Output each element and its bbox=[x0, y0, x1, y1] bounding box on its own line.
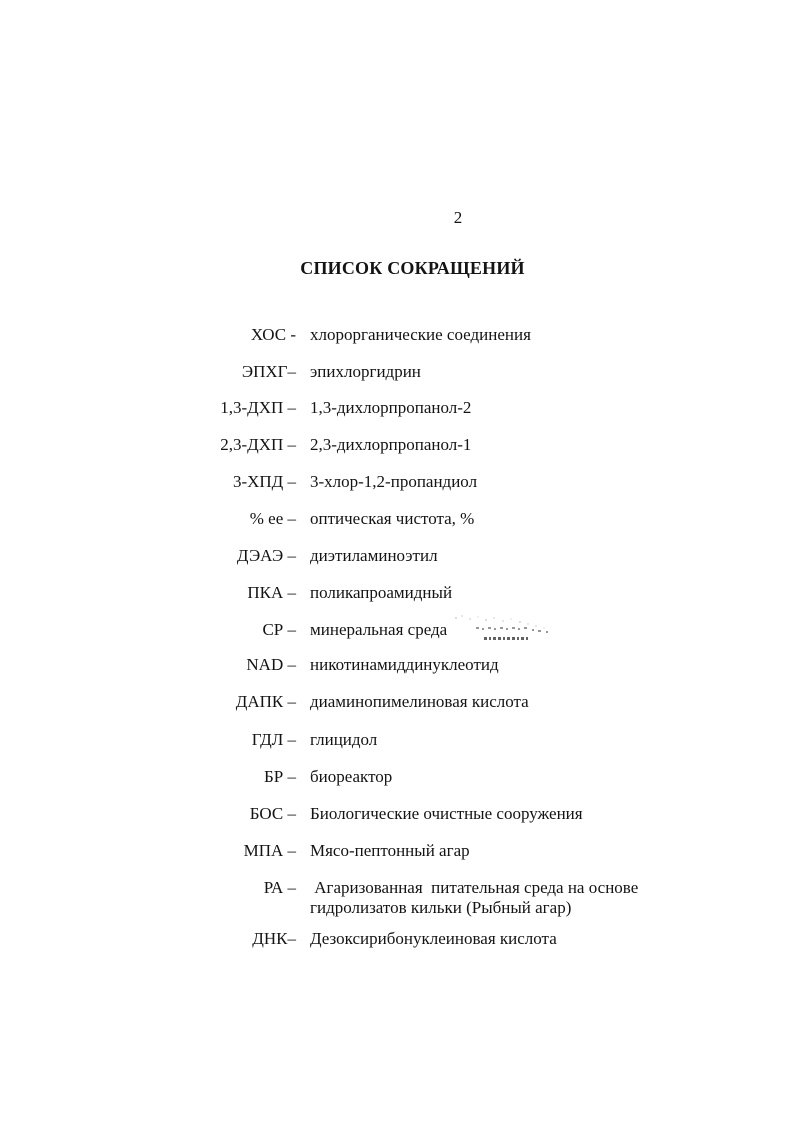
abbreviation-definition: 1,3-дихлорпропанол-2 bbox=[310, 398, 472, 417]
abbreviation-definition-line: Агаризованная питательная среда на основе bbox=[310, 878, 639, 897]
abbreviation-term: 3-ХПД – bbox=[232, 472, 296, 491]
abbreviation-term: СР – bbox=[262, 620, 296, 639]
library-stamp-smudge bbox=[448, 612, 558, 646]
abbreviation-definition: минеральная среда bbox=[310, 620, 448, 639]
abbreviation-term: 2,3-ДХП – bbox=[220, 435, 296, 454]
abbreviation-term: МПА – bbox=[243, 841, 296, 860]
abbreviation-definition: диаминопимелиновая кислота bbox=[310, 692, 529, 711]
abbreviation-term: NAD – bbox=[246, 655, 296, 674]
abbreviation-term: ДАПК – bbox=[235, 692, 296, 711]
abbreviation-definition: диэтиламиноэтил bbox=[310, 546, 438, 565]
abbreviation-term: ГДЛ – bbox=[251, 730, 296, 749]
abbreviation-term: БОС – bbox=[249, 804, 296, 823]
abbreviation-definition: Биологические очистные сооружения bbox=[310, 804, 583, 823]
abbreviation-definition: оптическая чистота, % bbox=[310, 509, 475, 528]
abbreviation-definition: поликапроамидный bbox=[310, 583, 453, 602]
abbreviation-definition-line: гидролизатов кильки (Рыбный агар) bbox=[310, 898, 572, 917]
page-title: СПИСОК СОКРАЩЕНИЙ bbox=[300, 258, 525, 278]
abbreviation-term: РА – bbox=[263, 878, 296, 897]
abbreviation-term: ЭПХГ– bbox=[241, 362, 296, 381]
abbreviation-definition: глицидол bbox=[310, 730, 378, 749]
abbreviation-term: % ee – bbox=[249, 509, 296, 528]
abbreviation-definition: 3-хлор-1,2-пропандиол bbox=[310, 472, 478, 491]
abbreviation-term: БР – bbox=[264, 767, 296, 786]
abbreviation-definition: эпихлоргидрин bbox=[310, 362, 421, 381]
abbreviation-definition bbox=[310, 878, 780, 918]
abbreviation-definition: хлорорганические соединения bbox=[310, 325, 531, 344]
abbreviation-definition: Мясо-пептонный агар bbox=[310, 841, 470, 860]
page-number: 2 bbox=[453, 208, 463, 227]
abbreviation-definition: биореактор bbox=[310, 767, 393, 786]
abbreviation-term: ПКА – bbox=[247, 583, 296, 602]
abbreviation-term: 1,3-ДХП – bbox=[220, 398, 296, 417]
abbreviation-term: ДНК– bbox=[252, 929, 296, 948]
abbreviation-definition: 2,3-дихлорпропанол-1 bbox=[310, 435, 472, 454]
abbreviation-definition: никотинамиддинуклеотид bbox=[310, 655, 499, 674]
abbreviation-term: ДЭАЭ – bbox=[236, 546, 296, 565]
abbreviation-definition: Дезоксирибонуклеиновая кислота bbox=[310, 929, 557, 948]
abbreviation-term: ХОС - bbox=[250, 325, 296, 344]
